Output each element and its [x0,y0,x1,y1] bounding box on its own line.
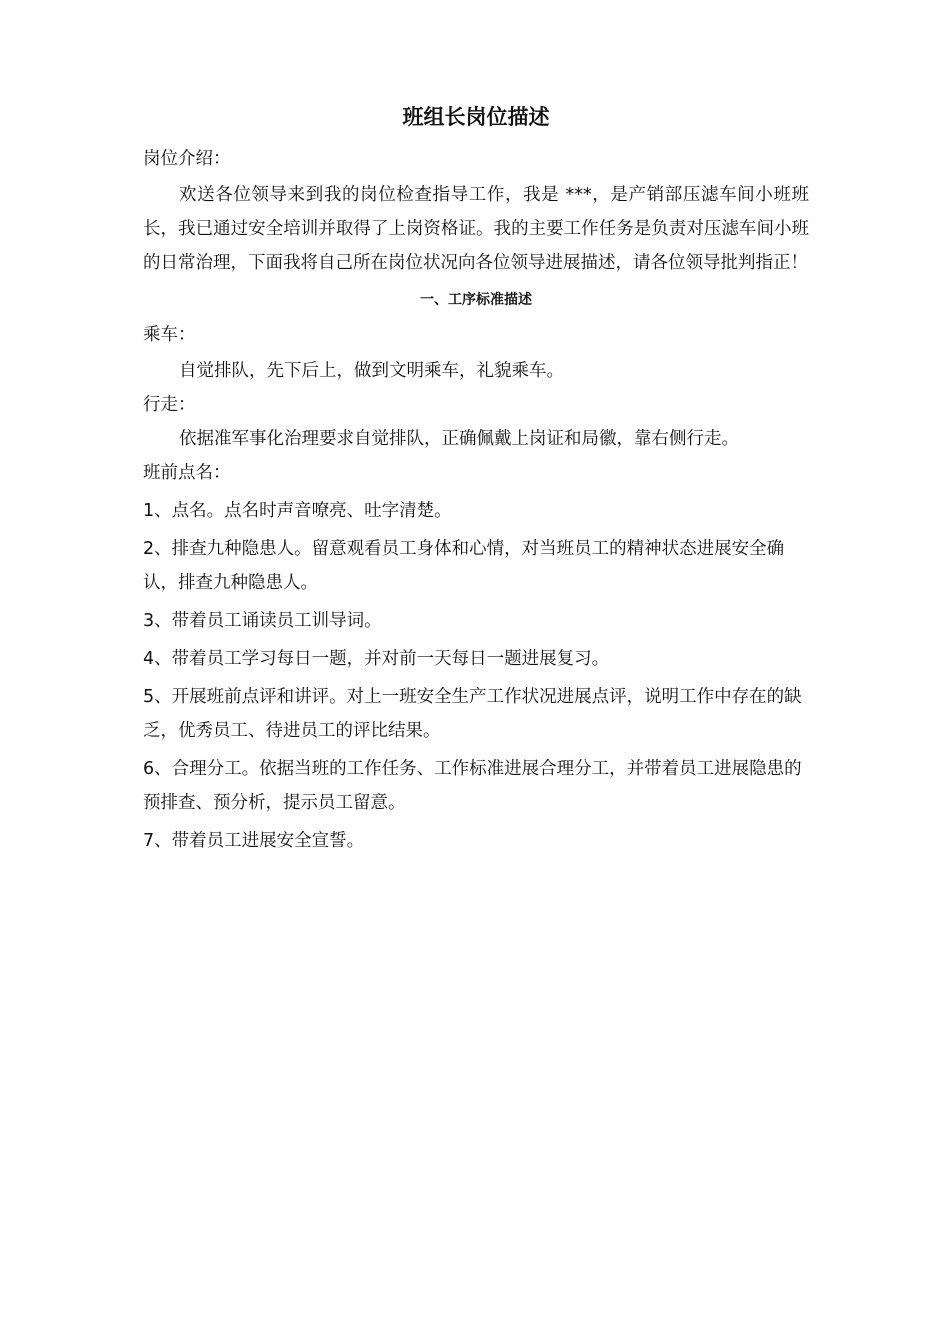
roll-call-item: 3、带着员工诵读员工训导词。 [143,611,382,631]
riding-label: 乘车： [143,325,196,345]
intro-label: 岗位介绍： [143,149,231,169]
walking-label: 行走： [143,395,196,415]
roll-call-item: 1、点名。点名时声音嘹亮、吐字清楚。 [143,501,452,521]
roll-call-item: 7、带着员工进展安全宣誓。 [143,831,365,851]
document-title: 班组长岗位描述 [402,105,550,129]
walking-text: 依据准军事化治理要求自觉排队，正确佩戴上岗证和局徽，靠右侧行走。 [179,429,739,449]
riding-text: 自觉排队，先下后上，做到文明乘车，礼貌乘车。 [179,361,564,381]
document-body [143,100,809,858]
roll-call-label: 班前点名： [143,463,231,483]
roll-call-item: 4、带着员工学习每日一题，并对前一天每日一题进展复习。 [143,649,610,669]
section-heading: 一、工序标准描述 [420,292,532,308]
intro-paragraph: 欢送各位领导来到我的岗位检查指导工作，我是 ***，是产销部压滤车间小班班长，我已通过安全培训并取得了上岗资格证。我的主要工作任务是负责对压滤车间小班的日常治理，下面我将自己所在岗位状况向各位领导进展描述，请各位领导批判指正！ [143,185,809,273]
roll-call-item: 6、合理分工。依据当班的工作任务、工作标准进展合理分工，并带着员工进展隐患的预排查、预分析，提示员工留意。 [143,759,802,813]
roll-call-item: 2、排查九种隐患人。留意观看员工身体和心情，对当班员工的精神状态进展安全确认，排查九种隐患人。 [143,539,785,593]
roll-call-item: 5、开展班前点评和讲评。对上一班安全生产工作状况进展点评，说明工作中存在的缺乏，优秀员工、待进员工的评比结果。 [143,687,802,741]
